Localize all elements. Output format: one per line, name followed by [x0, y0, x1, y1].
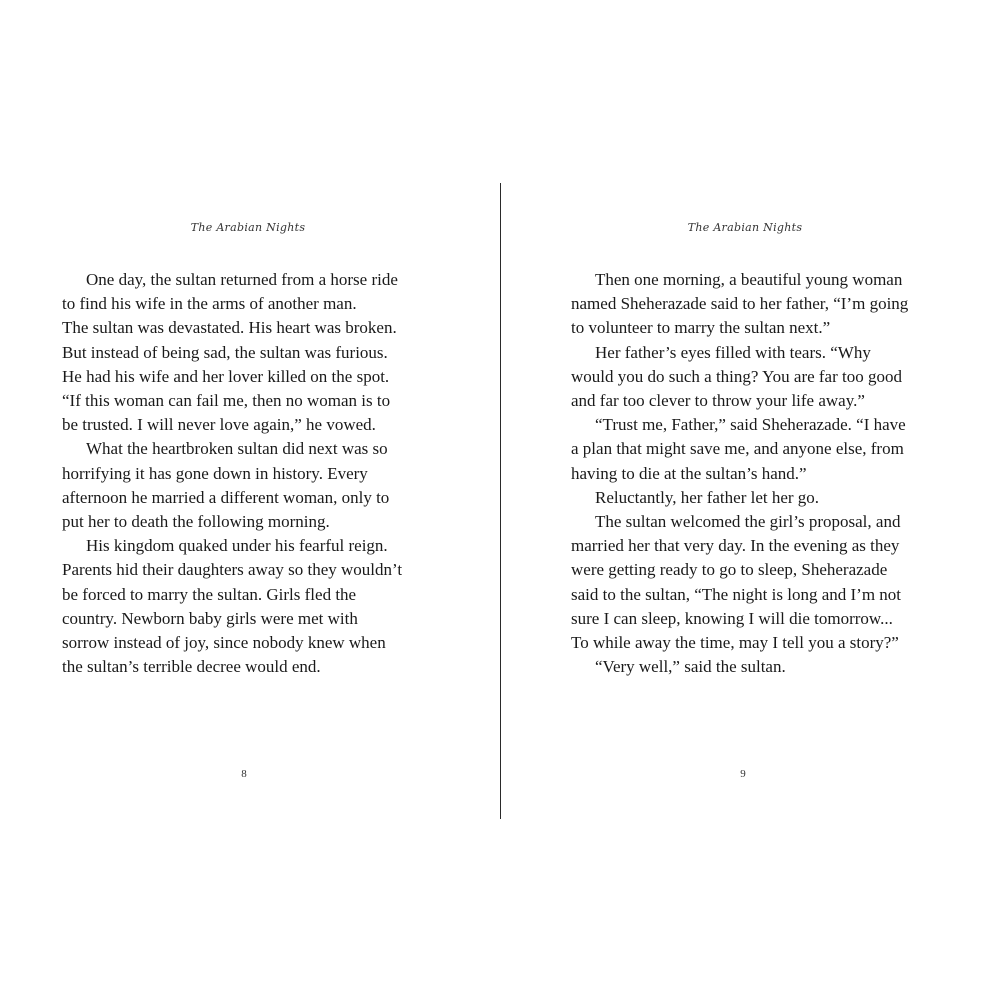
- text-line: Reluctantly, her father let her go.: [595, 487, 820, 507]
- text-line: sure I can sleep, knowing I will die tomorrow...: [571, 608, 893, 628]
- text-line: The sultan welcomed the girl’s proposal, and: [595, 512, 901, 532]
- text-line: horrifying it has gone down in history. Every: [62, 463, 368, 483]
- text-line: “Very well,” said the sultan.: [595, 657, 786, 677]
- text-line: married her that very day. In the evening as they: [571, 536, 900, 556]
- text-line: having to die at the sultan’s hand.”: [571, 463, 807, 483]
- text-line: country. Newborn baby girls were met with: [62, 608, 358, 628]
- text-line: were getting ready to go to sleep, Sheherazade: [571, 560, 888, 580]
- text-line: The sultan was devastated. His heart was broken.: [62, 318, 397, 338]
- page-body-text: [62, 268, 452, 679]
- text-line: Her father’s eyes filled with tears. “Why: [595, 342, 871, 362]
- text-line: “If this woman can fail me, then no woman is to: [62, 391, 391, 411]
- text-line: afternoon he married a different woman, only to: [62, 487, 390, 507]
- text-line: be forced to marry the sultan. Girls fled the: [62, 584, 357, 604]
- text-line: the sultan’s terrible decree would end.: [62, 657, 321, 677]
- text-line: put her to death the following morning.: [62, 512, 330, 532]
- text-line: “Trust me, Father,” said Sheherazade. “I have: [595, 415, 906, 435]
- text-line: a plan that might save me, and anyone else, from: [571, 439, 904, 459]
- text-line: be trusted. I will never love again,” he vowed.: [62, 415, 376, 435]
- text-line: What the heartbroken sultan did next was so: [86, 439, 388, 459]
- running-head: The Arabian Nights: [687, 221, 803, 234]
- page-body-text: [571, 268, 961, 679]
- text-line: named Sheherazade said to her father, “I’m going: [571, 294, 909, 314]
- page-number: 9: [740, 768, 746, 780]
- text-line: said to the sultan, “The night is long and I’m not: [571, 584, 902, 604]
- text-line: sorrow instead of joy, since nobody knew when: [62, 633, 386, 653]
- text-line: would you do such a thing? You are far too good: [571, 366, 902, 386]
- text-line: to find his wife in the arms of another man.: [62, 294, 357, 314]
- text-line: His kingdom quaked under his fearful reign.: [86, 536, 388, 556]
- running-head: The Arabian Nights: [190, 221, 306, 234]
- text-line: He had his wife and her lover killed on the spot.: [62, 366, 390, 386]
- text-line: One day, the sultan returned from a horse ride: [86, 270, 398, 289]
- page-number: 8: [241, 768, 247, 780]
- text-line: Then one morning, a beautiful young woman: [595, 270, 903, 289]
- right-page: [501, 0, 1000, 1000]
- text-line: To while away the time, may I tell you a story?”: [571, 633, 899, 653]
- text-line: and far too clever to throw your life away.”: [571, 391, 865, 411]
- text-line: But instead of being sad, the sultan was furious.: [62, 342, 388, 362]
- text-line: to volunteer to marry the sultan next.”: [571, 318, 831, 338]
- text-line: Parents hid their daughters away so they wouldn’t: [62, 560, 403, 580]
